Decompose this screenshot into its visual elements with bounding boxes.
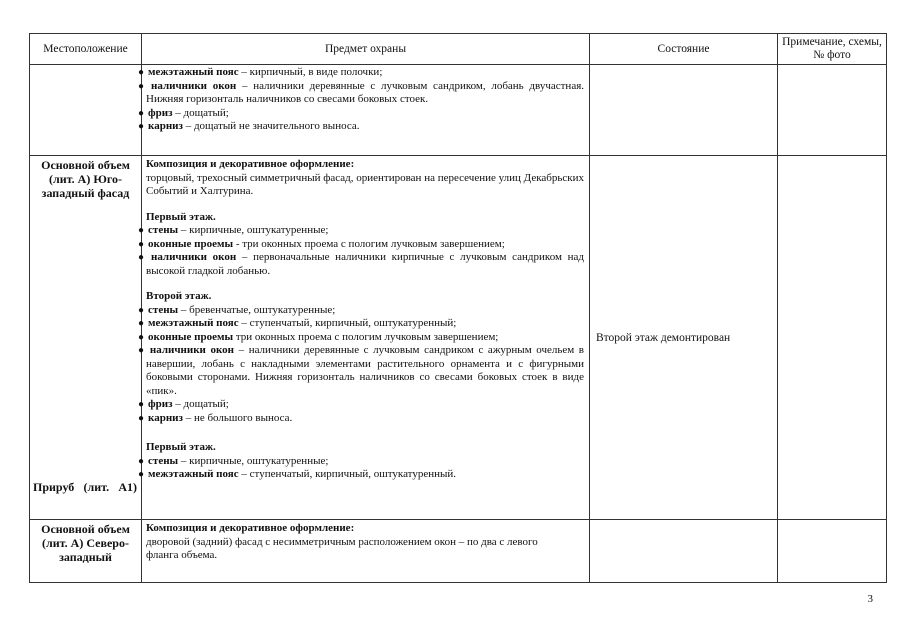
table-row xyxy=(30,520,887,583)
location-cell-empty xyxy=(30,65,142,156)
table-row xyxy=(30,65,887,156)
subject-cell xyxy=(142,520,590,583)
location-annex: Прируб (лит. А1) xyxy=(33,480,137,494)
state-cell-empty xyxy=(590,65,778,156)
list-item: ● межэтажный пояс – ступенчатый, кирпичный, оштукатуренный; xyxy=(138,317,457,329)
location-cell xyxy=(30,156,142,520)
subject-cell xyxy=(138,65,590,156)
note-cell-empty xyxy=(778,65,887,156)
section-intro: торцовый, трехосный симметричный фасад, ориентирован на пересечение улиц Декабрьских Событий и Халтурина. xyxy=(146,171,584,197)
list-item: ● оконные проемы - три оконных проема с пологим лучковым завершением; xyxy=(138,237,505,250)
header-state: Состояние xyxy=(590,34,778,65)
list-item: ● стены – кирпичные, оштукатуренные; xyxy=(138,224,329,236)
section-text: дворовой (задний) фасад с несимметричным расположением окон – по два с левого фланга объема. xyxy=(146,535,538,561)
table-header-row xyxy=(30,34,887,65)
table-row xyxy=(30,156,887,520)
list-item: ● карниз – дощатый не значительного выноса. xyxy=(138,120,360,132)
subject-cell xyxy=(138,156,590,520)
state-text: Второй этаж демонтирован xyxy=(596,331,731,344)
location-main: Основной объем (лит. А) Юго-западный фасад xyxy=(41,158,130,200)
list-item: ● межэтажный пояс – кирпичный, в виде полочки; xyxy=(138,66,383,78)
list-item: ● фриз – дощатый; xyxy=(138,106,229,119)
floor-title: Первый этаж. xyxy=(146,210,216,223)
section-heading: Композиция и декоративное оформление: xyxy=(146,522,355,534)
list-item: ● наличники окон – наличники деревянные с лучковым сандриком, лобань двучастная. Нижняя горизонталь наличников со свесами боковых стоек. xyxy=(138,79,585,105)
list-item: ● межэтажный пояс – ступенчатый, кирпичный, оштукатуренный. xyxy=(138,468,457,480)
note-cell-empty xyxy=(778,156,887,520)
state-cell xyxy=(590,156,778,520)
page-number: 3 xyxy=(867,593,873,605)
list-item: ● оконные проемы три оконных проема с пологим лучковым завершением; xyxy=(138,330,499,343)
list-item: ● наличники окон – первоначальные наличники кирпичные с лучковым сандриком над высокой гладкой лобанью. xyxy=(138,251,585,277)
floor-title: Второй этаж. xyxy=(146,290,212,302)
protection-table xyxy=(29,33,887,583)
header-note: Примечание, схемы, № фото xyxy=(778,34,887,65)
location-cell xyxy=(30,520,142,583)
floor-title: Первый этаж. xyxy=(146,441,216,453)
header-subject: Предмет охраны xyxy=(142,34,590,65)
location-main: Основной объем (лит. А) Северо-западный xyxy=(41,522,130,564)
list-item: ● фриз – дощатый; xyxy=(138,398,229,410)
state-cell-empty xyxy=(590,520,778,583)
note-cell-empty xyxy=(778,520,887,583)
list-item: ● стены – бревенчатые, оштукатуренные; xyxy=(138,303,336,316)
list-item: ● стены – кирпичные, оштукатуренные; xyxy=(138,454,329,467)
list-item: ● карниз – не большого выноса. xyxy=(138,411,293,424)
header-location: Местоположение xyxy=(30,34,142,65)
section-heading: Композиция и декоративное оформление: xyxy=(146,158,355,170)
list-item: ● наличники окон – наличники деревянные с лучковым сандриком с ажурным очельем в навершии, лобань с накладными элементами растительного орнамента и с фигурными боковыми сторонами. Нижняя горизонталь наличников со свесами боковых стоек в виде «пик». xyxy=(138,344,584,397)
